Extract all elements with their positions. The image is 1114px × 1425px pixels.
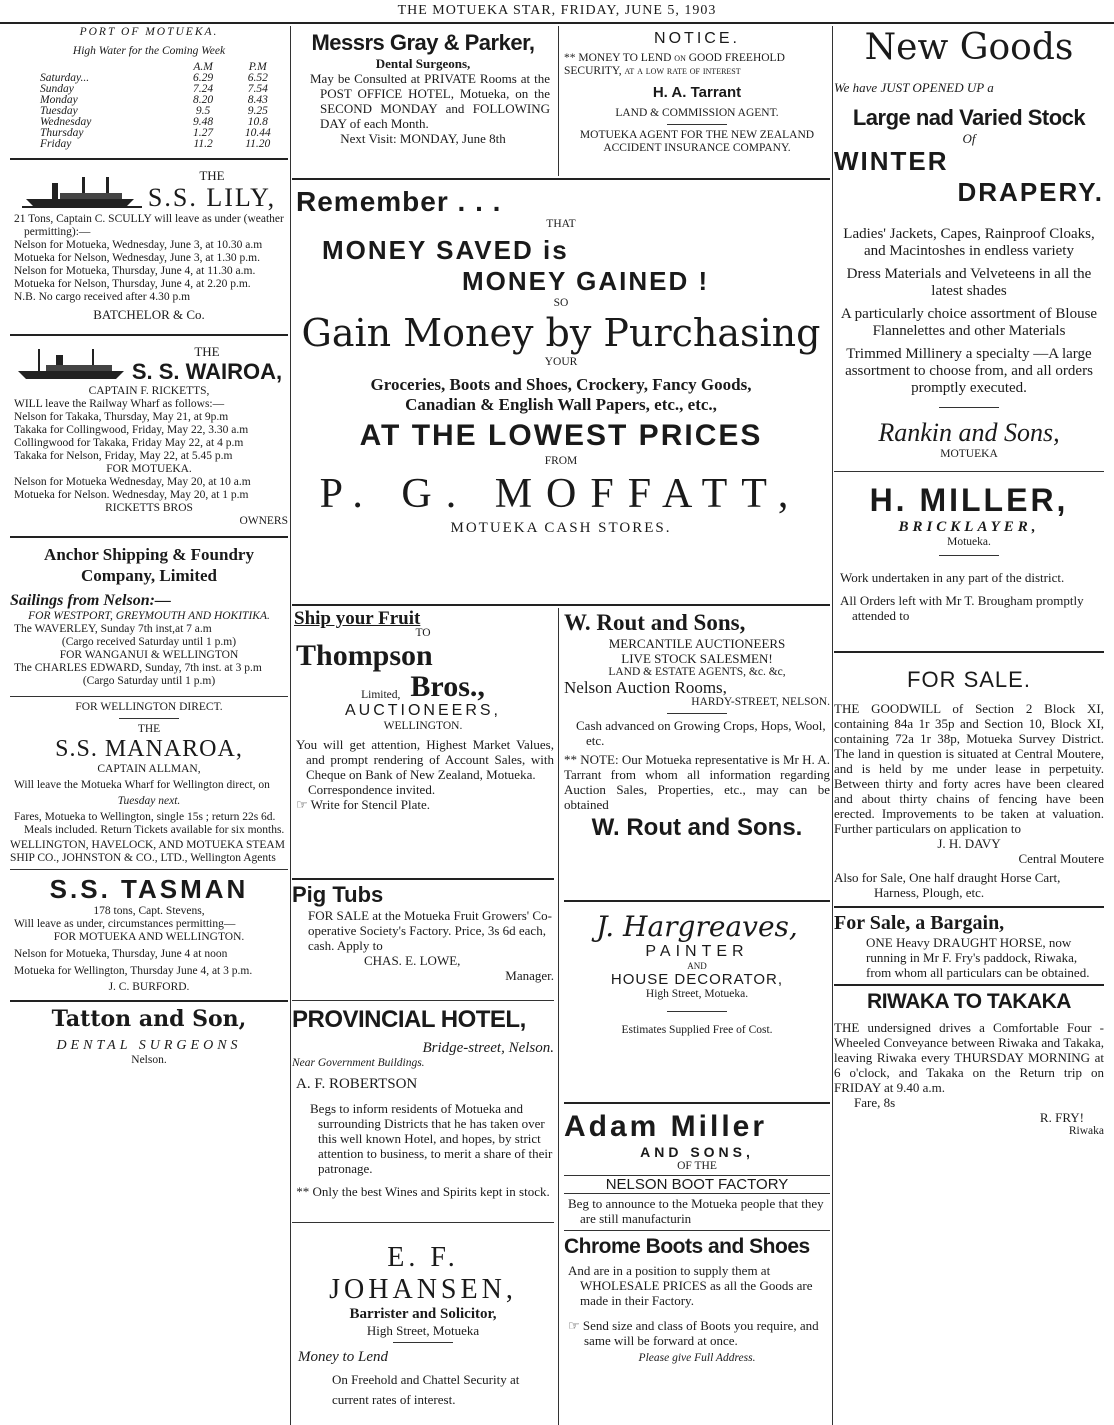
tatton-name: Tatton and Son, bbox=[51, 1006, 247, 1032]
hargreaves-name: J. Hargreaves, bbox=[596, 910, 798, 943]
wairoa-line: Takaka for Nelson, Friday, May 22, at 5.45 p.m bbox=[14, 450, 233, 462]
johansen-name: E. F. JOHANSEN, bbox=[329, 1242, 517, 1305]
hargreaves-and: AND bbox=[687, 961, 707, 971]
wairoa-for: FOR MOTUEKA. bbox=[106, 463, 192, 475]
moffatt-goods: Groceries, Boots and Shoes, Crockery, Fancy Goods, bbox=[370, 375, 752, 394]
ss-wairoa-ad bbox=[10, 344, 288, 528]
wairoa-line: Collingwood for Takaka, Friday May 22, at 4 p.m bbox=[14, 437, 244, 449]
tide-table bbox=[10, 62, 288, 150]
manaroa-head: FOR WELLINGTON DIRECT. bbox=[75, 701, 223, 713]
lily-line: N.B. No cargo received after 4.30 p.m bbox=[14, 291, 191, 303]
ss-lily-ad bbox=[10, 168, 288, 322]
thompson-to: TO bbox=[415, 627, 431, 639]
column-3 bbox=[834, 26, 1104, 1425]
lily-line: Motueka for Nelson, Wednesday, June 3, at 1.30 p.m. bbox=[14, 252, 260, 264]
for-sale-body: THE GOODWILL of Section 2 Block XI, containing 84a 1r 35p and Section 10, Block XI, containing 72a 1r 38p, Motueka Survey District. The land in question is situated at Central Moutere, and is held by me under lease in perpetuity. Between thirty and forty acres have been cleared and about thirty chains of fencing have been erected. Improvements to be taken at valuation. Further particulars on application to bbox=[834, 701, 1104, 836]
pig-title: Pig Tubs bbox=[292, 882, 384, 907]
lily-the: THE bbox=[199, 168, 225, 183]
wairoa-name: S. S. WAIROA, bbox=[131, 359, 283, 384]
rout-body: Cash advanced on Growing Crops, Hops, Wool, etc. bbox=[576, 718, 826, 748]
lowest-prices: AT THE LOWEST PRICES bbox=[359, 419, 763, 452]
new-goods-ad bbox=[834, 26, 1104, 397]
for-sale-place: Central Moutere bbox=[1018, 851, 1104, 866]
wairoa-line: WILL leave the Railway Wharf as follows:— bbox=[14, 398, 225, 410]
remember-heading: Remember . . . bbox=[296, 186, 502, 217]
rout-line: LIVE STOCK SALESMEN! bbox=[621, 651, 773, 666]
tasman-for: FOR MOTUEKA AND WELLINGTON. bbox=[53, 931, 245, 943]
provincial-hotel-ad bbox=[292, 1006, 554, 1199]
steamship-icon bbox=[22, 173, 142, 209]
gray-parker-ad bbox=[292, 30, 554, 146]
new-goods-large: Large nad Varied Stock bbox=[852, 105, 1086, 130]
moffatt-name: P. G. MOFFATT, bbox=[319, 471, 803, 517]
gray-body: May be Consulted at PRIVATE Rooms at the POST OFFICE HOTEL, Motueka, on the SECOND MONDAY and FOLLOWING DAY of each Month. bbox=[310, 71, 550, 131]
tasman-tons: 178 tons, Capt. Stevens, bbox=[93, 905, 205, 917]
h-miller-role: BRICKLAYER, bbox=[898, 519, 1040, 535]
new-goods-p4: Trimmed Millinery a specialty —A large assortment to choose from, and all orders promptly executed. bbox=[845, 346, 1093, 396]
thompson-limited: Limited, bbox=[361, 689, 401, 701]
provincial-near: Near Government Buildings. bbox=[292, 1057, 425, 1069]
pig-signature: CHAS. E. LOWE, bbox=[364, 953, 461, 968]
adam-chrome: Chrome Boots and Shoes bbox=[564, 1235, 810, 1258]
hargreaves-ad bbox=[564, 910, 830, 1037]
anchor-line: The CHARLES EDWARD, Sunday, 7th inst. at 3 p.m bbox=[14, 662, 262, 674]
pointing-hand-icon: ☞ bbox=[296, 797, 311, 812]
for-sale-signature: J. H. DAVY bbox=[937, 836, 1001, 851]
hargreaves-addr: High Street, Motueka. bbox=[645, 988, 749, 1000]
manaroa-name: S.S. MANAROA, bbox=[55, 736, 243, 762]
johansen-body: On Freehold and Chattel Security at current rates of interest. bbox=[332, 1372, 520, 1407]
thompson-bros: Bros., bbox=[410, 670, 485, 703]
rout-rooms: Nelson Auction Rooms, bbox=[564, 678, 727, 697]
anchor-line: (Cargo Saturday until 1 p.m) bbox=[82, 675, 216, 687]
anchor-line: (Cargo received Saturday until 1 p.m) bbox=[61, 636, 237, 648]
johansen-addr: High Street, Motueka bbox=[366, 1323, 480, 1338]
riwaka-place: Riwaka bbox=[1068, 1125, 1104, 1137]
manaroa-captain: CAPTAIN ALLMAN, bbox=[97, 763, 201, 775]
tatton-place: Nelson. bbox=[131, 1054, 167, 1066]
new-goods-p1: Ladies' Jackets, Capes, Rainproof Cloaks, and Macintoshes in endless variety bbox=[843, 226, 1095, 259]
new-goods-p3: A particularly choice assortment of Blouse Flannelettes and other Materials bbox=[840, 306, 1098, 339]
new-goods-p2: Dress Materials and Velveteens in all the latest shades bbox=[846, 266, 1092, 299]
adam-sons: AND SONS, bbox=[640, 1144, 754, 1160]
rout-street: HARDY-STREET, NELSON. bbox=[691, 696, 830, 708]
lily-line: Nelson for Motueka, Wednesday, June 3, at 10.30 a.m bbox=[14, 239, 263, 251]
riwaka-title: RIWAKA TO TAKAKA bbox=[867, 990, 1071, 1013]
lily-line: 21 Tons, Captain C. SCULLY will leave as under (weather permitting):— bbox=[14, 213, 284, 238]
provincial-wines: ** Only the best Wines and Spirits kept in stock. bbox=[296, 1184, 550, 1199]
thompson-ship: Ship your Fruit bbox=[294, 608, 421, 629]
port-title: PORT OF MOTUEKA. bbox=[79, 26, 219, 38]
notice-ad bbox=[564, 30, 830, 155]
anchor-for-westport: FOR WESTPORT, GREYMOUTH AND HOKITIKA. bbox=[28, 610, 270, 622]
ss-tasman-ad bbox=[10, 874, 288, 994]
manaroa-signature: WELLINGTON, HAVELOCK, AND MOTUEKA STEAM SHIP CO., JOHNSTON & CO., LTD., Wellington Agents bbox=[10, 839, 285, 864]
table-row: Thursday 1.27 10.44 bbox=[40, 127, 271, 139]
lily-line: Nelson for Motueka, Thursday, June 4, at 11.30 a.m. bbox=[14, 265, 256, 277]
rout-line: LAND & ESTATE AGENTS, &c. &c, bbox=[608, 666, 786, 678]
wairoa-captain: CAPTAIN F. RICKETTS, bbox=[88, 385, 210, 397]
table-row: Wednesday 9.48 10.8 bbox=[40, 116, 268, 128]
adam-factory: NELSON BOOT FACTORY bbox=[564, 1175, 830, 1194]
notice-title: NOTICE. bbox=[654, 30, 740, 47]
rout-signature: W. Rout and Sons. bbox=[591, 814, 803, 841]
table-row: Tuesday 9.5 9.25 bbox=[40, 105, 268, 117]
am-header: A.M bbox=[193, 61, 213, 73]
rout-ad bbox=[564, 610, 830, 842]
pig-body: FOR SALE at the Motueka Fruit Growers' Co-operative Society's Factory. Price, 3s 6d each, cash. Apply to bbox=[308, 908, 552, 953]
pig-tubs-ad bbox=[292, 882, 554, 983]
rankin-name: Rankin and Sons, bbox=[878, 418, 1060, 447]
wairoa-signature: RICKETTS BROS bbox=[105, 502, 193, 514]
masthead: THE MOTUEKA STAR, FRIDAY, JUNE 5, 1903 bbox=[0, 0, 1114, 24]
thompson-auctioneers: AUCTIONEERS, bbox=[344, 702, 501, 719]
provincial-name: A. F. ROBERTSON bbox=[296, 1076, 418, 1092]
pig-manager: Manager. bbox=[505, 968, 554, 983]
h-miller-place: Motueka. bbox=[947, 536, 991, 548]
johansen-role: Barrister and Solicitor, bbox=[349, 1306, 497, 1322]
thompson-body: You will get attention, Highest Market Values, and prompt rendering of Account Sales, with Cheque on Bank of New Zealand, Motueka. bbox=[296, 737, 554, 782]
johansen-money: Money to Lend bbox=[298, 1349, 388, 1365]
h-miller-p2: All Orders left with Mr T. Brougham promptly attended to bbox=[840, 593, 1084, 623]
for-sale-title: FOR SALE. bbox=[907, 667, 1031, 692]
port-subtitle: High Water for the Coming Week bbox=[72, 45, 226, 57]
wairoa-the: THE bbox=[194, 344, 220, 359]
table-row: Sunday 7.24 7.54 bbox=[40, 83, 268, 95]
notice-name: H. A. Tarrant bbox=[652, 84, 742, 101]
adam-body2: And are in a position to supply them at WHOLESALE PRICES as all the Goods are made in their Factory. bbox=[568, 1263, 813, 1308]
hargreaves-decorator: HOUSE DECORATOR, bbox=[610, 971, 784, 988]
bargain-ad bbox=[834, 912, 1104, 980]
manaroa-the: THE bbox=[137, 723, 161, 735]
adam-miller-ad bbox=[564, 1110, 830, 1365]
tatton-ad bbox=[10, 1006, 288, 1067]
thompson-ad bbox=[292, 610, 554, 812]
wairoa-line: Takaka for Collingwood, Friday, May 22, 3.30 a.m bbox=[14, 424, 249, 436]
johansen-ad bbox=[292, 1242, 554, 1410]
port-of-motueka bbox=[10, 26, 288, 150]
lily-line: Motueka for Nelson, Thursday, June 4, at 2.20 p.m. bbox=[14, 278, 251, 290]
thompson-correspondence: Correspondence invited. bbox=[308, 782, 436, 797]
thompson-stencil: Write for Stencil Plate. bbox=[310, 797, 431, 812]
thompson-name: Thompson bbox=[296, 639, 433, 672]
anchor-for-wanganui: FOR WANGANUI & WELLINGTON bbox=[59, 649, 239, 661]
table-row: Saturday... 6.29 6.52 bbox=[40, 72, 268, 84]
money-gained: MONEY GAINED ! bbox=[462, 266, 710, 296]
tatton-sub: DENTAL SURGEONS bbox=[56, 1038, 242, 1053]
hargreaves-painter: PAINTER bbox=[645, 943, 749, 960]
table-row: Monday 8.20 8.43 bbox=[40, 94, 268, 106]
provincial-body: Begs to inform residents of Motueka and surrounding Districts that he has taken over this well known Hotel, and hopes, by strict attention to business, to merit a share of their patronage. bbox=[310, 1101, 553, 1176]
wairoa-line: Motueka for Nelson. Wednesday, May 20, at 1 p.m bbox=[14, 489, 249, 501]
rankin-ad bbox=[834, 418, 1104, 461]
wairoa-line: Nelson for Motueka Wednesday, May 20, at 10 a.m bbox=[14, 476, 251, 488]
gray-name: Messrs Gray & Parker, bbox=[311, 30, 535, 55]
adam-name: Adam Miller bbox=[564, 1110, 768, 1143]
provincial-title: PROVINCIAL HOTEL, bbox=[292, 1006, 526, 1033]
new-goods-of: Of bbox=[962, 131, 976, 146]
new-goods-opened: We have JUST OPENED UP a bbox=[834, 80, 994, 95]
for-sale-also: Also for Sale, One half draught Horse Cart, Harness, Plough, etc. bbox=[834, 870, 1061, 900]
new-goods-drapery: DRAPERY. bbox=[957, 177, 1104, 207]
notice-agent: MOTUEKA AGENT FOR THE NEW ZEALAND ACCIDENT INSURANCE COMPANY. bbox=[579, 129, 815, 154]
gain-money: Gain Money by Purchasing bbox=[301, 311, 821, 355]
for-sale-ad bbox=[834, 667, 1104, 900]
manaroa-line: Will leave the Motueka Wharf for Wellington direct, on bbox=[14, 779, 270, 791]
bargain-body: ONE Heavy DRAUGHT HORSE, now running in Mr F. Fry's paddock, Riwaka, from whom all particulars can be obtained. bbox=[866, 935, 1090, 980]
moffatt-so: SO bbox=[553, 297, 569, 309]
thompson-city: WELLINGTON. bbox=[383, 720, 463, 732]
h-miller-p1: Work undertaken in any part of the district. bbox=[840, 570, 1065, 585]
tasman-line: Nelson for Motueka, Thursday, June 4 at noon bbox=[14, 948, 228, 960]
adam-body3: Send size and class of Boots you require, and same will be forward at once. bbox=[582, 1318, 819, 1348]
anchor-sailings: Sailings from Nelson:— bbox=[10, 592, 171, 609]
riwaka-takaka-ad bbox=[834, 990, 1104, 1138]
manaroa-fares: Fares, Motueka to Wellington, single 15s ; return 22s 6d. Meals included. Return Tickets available for six months. bbox=[14, 811, 285, 836]
tasman-name: S.S. TASMAN bbox=[49, 874, 249, 904]
ss-manaroa-ad bbox=[10, 701, 288, 865]
anchor-shipping-ad bbox=[10, 544, 288, 688]
riwaka-fare: Fare, 8s bbox=[854, 1095, 896, 1110]
h-miller-ad bbox=[834, 482, 1104, 623]
tasman-line: Will leave as under, circumstances permitting— bbox=[14, 918, 236, 930]
lily-signature: BATCHELOR & Co. bbox=[93, 307, 205, 322]
column-rule bbox=[832, 26, 833, 1425]
wairoa-owners: OWNERS bbox=[239, 515, 288, 527]
adam-of: OF THE bbox=[677, 1160, 717, 1172]
new-goods-title: New Goods bbox=[864, 27, 1074, 68]
new-goods-winter: WINTER bbox=[834, 146, 949, 176]
money-saved: MONEY SAVED is bbox=[322, 235, 569, 265]
pointing-hand-icon: ☞ bbox=[568, 1318, 583, 1333]
tasman-line: Motueka for Wellington, Thursday June 4, at 3 p.m. bbox=[14, 965, 253, 977]
rout-name: W. Rout and Sons, bbox=[564, 610, 746, 635]
manaroa-day: Tuesday next. bbox=[117, 795, 181, 807]
gray-next: Next Visit: MONDAY, June 8th bbox=[340, 131, 506, 146]
bargain-title: For Sale, a Bargain, bbox=[834, 912, 1005, 934]
moffatt-ad bbox=[292, 186, 830, 537]
moffatt-your: YOUR bbox=[544, 356, 578, 368]
column-1 bbox=[10, 26, 288, 1425]
pm-header: P.M bbox=[248, 61, 267, 73]
table-row: Friday 11.2 11.20 bbox=[40, 138, 271, 150]
rout-note: ** NOTE: Our Motueka representative is Mr H. A. Tarrant from whom all information regarding Auction Sales, Properties, etc., may can be obtained bbox=[564, 752, 830, 812]
column-2 bbox=[292, 26, 830, 1425]
rankin-place: MOTUEKA bbox=[940, 448, 998, 460]
gray-sub: Dental Surgeons, bbox=[375, 56, 471, 71]
tasman-signature: J. C. BURFORD. bbox=[108, 981, 190, 993]
anchor-title: Anchor Shipping & Foundry Company, Limited bbox=[44, 545, 254, 585]
moffatt-goods: Canadian & English Wall Papers, etc., etc., bbox=[405, 395, 717, 414]
rout-line: MERCANTILE AUCTIONEERS bbox=[608, 636, 786, 651]
provincial-addr: Bridge-street, Nelson. bbox=[422, 1040, 554, 1056]
riwaka-signature: R. FRY! bbox=[1039, 1110, 1084, 1125]
moffatt-that: THAT bbox=[546, 218, 576, 230]
notice-body: ** MONEY TO LEND on GOOD FREEHOLD SECURITY, at a low rate of interest bbox=[564, 52, 785, 77]
moffatt-from: FROM bbox=[544, 455, 578, 467]
moffatt-store: MOTUEKA CASH STORES. bbox=[450, 520, 672, 536]
adam-body: Beg to announce to the Motueka people that they are still manufacturin bbox=[568, 1196, 824, 1226]
steamship-icon bbox=[16, 347, 126, 383]
hargreaves-estimates: Estimates Supplied Free of Cost. bbox=[621, 1024, 773, 1036]
adam-address: Please give Full Address. bbox=[638, 1352, 756, 1364]
column-rule bbox=[290, 26, 291, 1425]
h-miller-name: H. MILLER, bbox=[869, 482, 1069, 518]
notice-role: LAND & COMMISSION AGENT. bbox=[615, 107, 779, 119]
anchor-line: The WAVERLEY, Sunday 7th inst,at 7 a.m bbox=[14, 623, 212, 635]
riwaka-body: THE undersigned drives a Comfortable Four - Wheeled Conveyance between Riwaka and Takaka, leaving Riwaka every THURSDAY MORNING at 6 o'clock, and Takaka on the Return trip on FRIDAY at 9.40 a.m. bbox=[834, 1020, 1104, 1095]
lily-name: S.S. LILY, bbox=[147, 183, 277, 212]
wairoa-line: Nelson for Takaka, Thursday, May 21, at 9p.m bbox=[14, 411, 229, 423]
